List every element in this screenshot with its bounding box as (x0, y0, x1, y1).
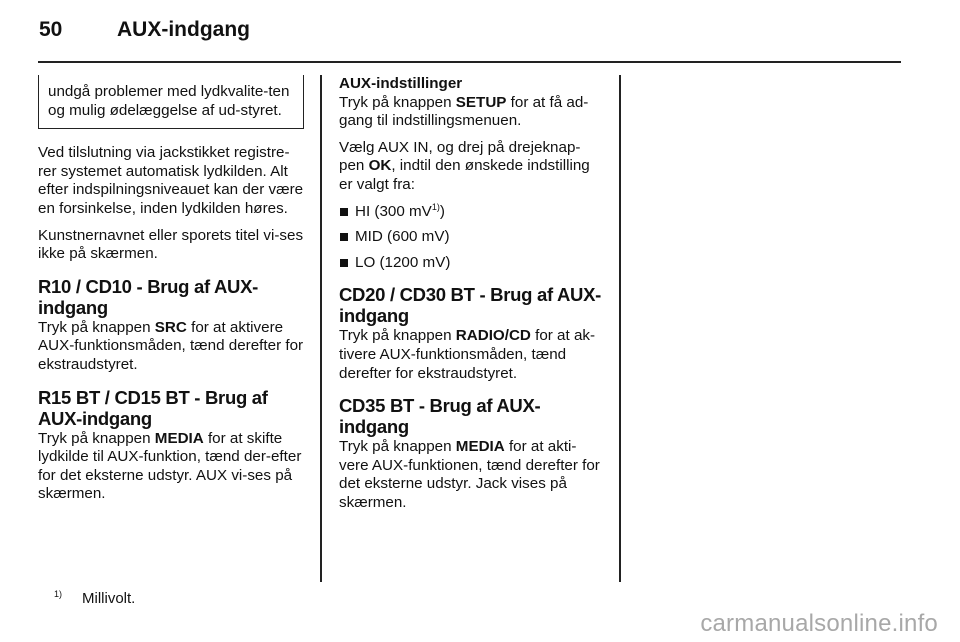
page-number: 50 (39, 18, 63, 41)
paragraph-jack-detection: Ved tilslutning via jackstikket registre-rer systemet automatisk lydkilden. Alt efter indspilningsniveauet kan der være en forsinkelse, inden lydkilden høres. (38, 144, 304, 217)
key-media: MEDIA (154, 429, 204, 447)
footnote (54, 590, 135, 607)
paragraph-artist-title: Kunstnernavnet eller sporets titel vi-ses ikke på skærmen. (38, 226, 304, 263)
list-item: LO (1200 mV) (339, 254, 605, 273)
paragraph-r10-cd10: Tryk på knappen SRC for at aktivere AUX-funktionsmåden, tænd derefter for ekstraudstyret. (38, 318, 304, 373)
footnote-mark: 1) (54, 589, 63, 599)
note-box: undgå problemer med lydkvalite-ten og mulig ødelæggelse af ud-styret. (38, 75, 304, 129)
bullet-square-icon (340, 233, 348, 241)
bullet-square-icon (340, 259, 348, 267)
paragraph-cd20-cd30: Tryk på knappen RADIO/CD for at ak-tivere AUX-funktionsmåden, tænd derefter for ekstraudstyret. (339, 327, 596, 382)
list-item: MID (600 mV) (339, 228, 605, 247)
key-src: SRC (154, 318, 187, 336)
heading-r10-cd10: R10 / CD10 - Brug af AUX-indgang (38, 275, 259, 318)
paragraph-cd35: Tryk på knappen MEDIA for at akti-vere AUX-funktionen, tænd derefter for det eksterne udstyr. Jack vises på skærmen. (339, 438, 600, 511)
paragraph-select-aux: Vælg AUX IN, og drej på drejeknap-pen OK, indtil den ønskede indstilling er valgt fra: (339, 138, 590, 193)
heading-cd35: CD35 BT - Brug af AUX-indgang (339, 395, 541, 438)
page-header (39, 18, 250, 42)
heading-r15-cd15: R15 BT / CD15 BT - Brug af AUX-indgang (38, 386, 268, 429)
bullet-square-icon (340, 208, 348, 216)
paragraph-setup: Tryk på knappen SETUP for at få ad-gang til indstillingsmenuen. (339, 93, 589, 130)
watermark: carmanualsonline.info (700, 610, 938, 637)
footnote-ref: 1) (431, 201, 440, 212)
key-ok: OK (368, 157, 392, 175)
level-list (339, 203, 605, 273)
header-rule (38, 61, 901, 63)
heading-cd20-cd30: CD20 / CD30 BT - Brug af AUX-indgang (339, 284, 601, 327)
heading-aux-settings: AUX-indstillinger (339, 75, 463, 92)
key-setup: SETUP (455, 93, 507, 111)
paragraph-r15-cd15: Tryk på knappen MEDIA for at skifte lydkilde til AUX-funktion, tænd der-efter for det eksterne udstyr. AUX vi-ses på skærmen. (38, 429, 302, 503)
key-media-cd35: MEDIA (455, 438, 505, 456)
list-item: HI (300 $mV^{1)}$) (339, 203, 605, 222)
page-title: AUX-indgang (117, 18, 250, 41)
column-left (38, 75, 304, 512)
column-divider-2 (619, 75, 621, 582)
key-radio-cd: RADIO/CD (455, 327, 531, 345)
column-divider-1 (320, 75, 322, 582)
footnote-text: Millivolt. (82, 590, 136, 607)
column-middle (339, 75, 605, 521)
